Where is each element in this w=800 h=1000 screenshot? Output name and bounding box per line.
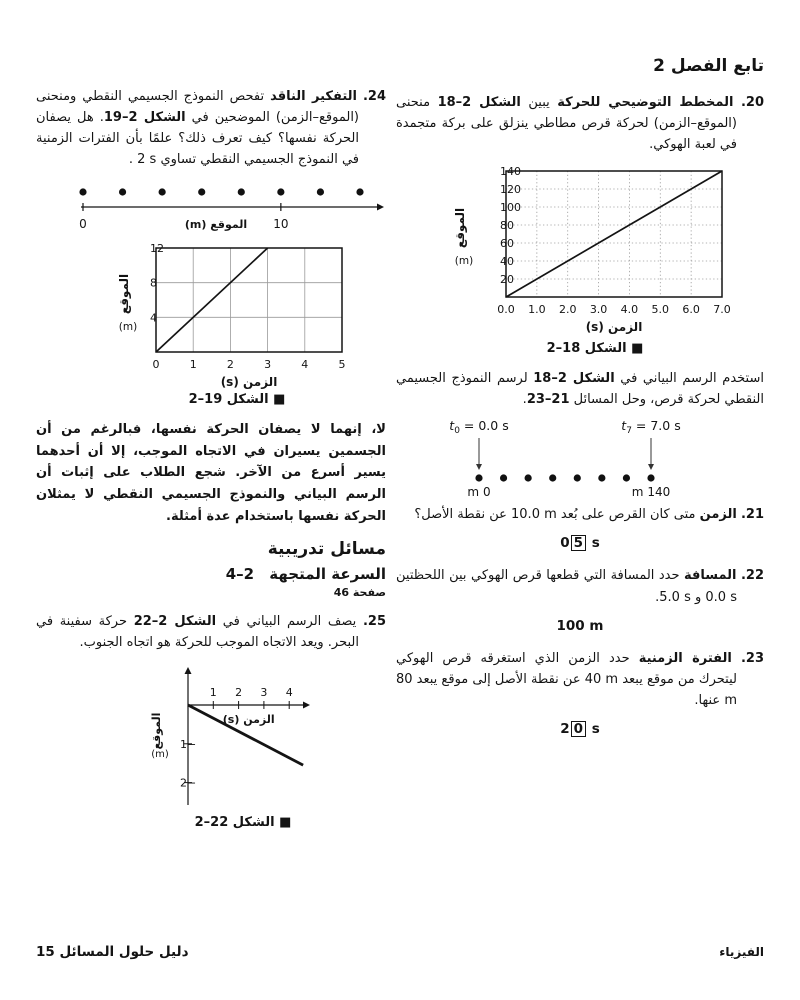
problem-22 <box>396 565 764 607</box>
svg-text:12: 12 <box>150 242 164 256</box>
svg-text:(m): (m) <box>151 749 169 761</box>
problem-22-number: 22. <box>740 568 764 584</box>
svg-text:0 m: 0 m <box>467 485 491 500</box>
figure-caption-label: الشكل <box>226 392 269 408</box>
problem-24-text: تفحص النموذج الجسيمي النقطي ومنحنى (الموقع–الزمن) الموضحين في <box>36 89 360 126</box>
section-heading-practice-problems: مسائل تدريبية <box>267 539 386 560</box>
decimal-box-glyph: 0 <box>571 721 586 737</box>
svg-text:−1: −1 <box>180 737 197 751</box>
page-footer <box>36 944 764 960</box>
figure-caption-label: الشكل <box>232 815 275 831</box>
instruction-text-2: لرسم النموذج الجسيمي النقطي لحركة قرص، وحل المسائل <box>396 371 764 408</box>
problem-21-lead: الزمن <box>699 507 737 523</box>
svg-text:4: 4 <box>150 311 157 325</box>
problem-23-lead: الفترة الزمنية <box>638 650 732 666</box>
problem-20-lead: المخطط التوضيحي للحركة <box>557 95 734 110</box>
problem-23-text-2: عن نقطة الأصل إلى موقع يبعد <box>412 671 585 687</box>
figure-caption-label: الشكل <box>584 341 627 357</box>
svg-text:الموقع (m): الموقع (m) <box>184 218 248 232</box>
decimal-box-glyph: 5 <box>571 535 586 551</box>
instruction-paragraph <box>396 368 764 410</box>
svg-text:5: 5 <box>338 358 346 372</box>
figure-2-22-reference: الشكل 2–22 <box>133 614 217 630</box>
svg-text:الزمن (s): الزمن (s) <box>585 320 643 335</box>
answer-23-digits: 2 <box>560 720 570 737</box>
svg-text:(m): (m) <box>118 321 138 334</box>
svg-text:الزمن (s): الزمن (s) <box>222 713 275 727</box>
right-column <box>396 56 764 751</box>
left-column <box>36 86 386 842</box>
figure-2-18-position-time-graph <box>434 165 764 339</box>
value-40-m: 40 m <box>584 671 619 687</box>
problem-25 <box>36 611 386 653</box>
svg-text:5.0: 5.0 <box>651 303 670 317</box>
problem-25-number: 25. <box>362 614 386 630</box>
section-page-reference: صفحة 46 <box>333 586 386 600</box>
figure-2-22-position-time-graph <box>56 663 386 813</box>
problem-23-number: 23. <box>740 650 765 666</box>
problem-20-number: 20. <box>740 95 764 110</box>
value-5-s: 5.0 s <box>659 589 691 605</box>
particle-model-number-line-2-19 <box>56 180 386 242</box>
figure-2-18-caption <box>396 341 764 356</box>
problem-24-text-2: . هل يصفان الحركة نفسها؟ كيف تعرف ذلك؟ علمًا بأن الفترات الزمنية في النموذج الجسيمي النقطي تساوي <box>36 110 359 168</box>
svg-text:1: 1 <box>209 686 217 700</box>
figure-2-18-reference-2: الشكل 2–18 <box>533 371 615 387</box>
value-10-m: 10.0 m <box>511 507 557 523</box>
problem-23-text: حدد الزمن الذي استغرقه قرص الهوكي ليتحرك من موقع يبعد <box>396 650 737 687</box>
svg-text:60: 60 <box>500 237 514 251</box>
problem-24-lead: التفكير الناقد <box>270 89 357 104</box>
problem-22-text: حدد المسافة التي قطعها قرص الهوكي بين اللحظتين <box>396 568 684 584</box>
answer-21 <box>396 535 764 551</box>
particle-model-diagram-2-18 <box>434 416 764 504</box>
svg-text:(m): (m) <box>454 255 474 268</box>
svg-text:20: 20 <box>500 273 514 287</box>
answer-24-text: لا، إنهما لا يصفان الحركة نفسها، فبالرغم من أن الجسمين يسيران في الاتجاه الموجب، إلا أن أحدهما يسير أسرع من الآخر. شجع الطلاب على إثبات أن الرسم البياني والنموذج الجسيمي النقطي لا يمثلان الحركة نفسها باستخدام عدة أمثلة. <box>36 422 386 524</box>
problem-22-lead: المسافة <box>683 568 737 584</box>
answer-22: 100 m <box>556 617 604 634</box>
svg-text:6.0: 6.0 <box>682 303 700 317</box>
problem-21-number: 21. <box>740 507 764 523</box>
svg-text:7.0: 7.0 <box>713 303 731 317</box>
figure-2-22-caption <box>36 815 386 830</box>
problem-range: 21–23 <box>526 392 570 408</box>
problem-25-text: يصف الرسم البياني في <box>216 614 357 630</box>
figure-marker-icon: ■ <box>631 341 644 357</box>
instruction-text: استخدم الرسم البياني في <box>614 371 764 387</box>
svg-text:−2: −2 <box>180 776 197 790</box>
problem-23 <box>396 648 764 711</box>
problem-20-text: يبين <box>520 95 558 110</box>
svg-text:0: 0 <box>152 358 160 372</box>
figure-caption-number: 2–19 <box>188 392 223 408</box>
value-2-s: 2 s <box>137 152 157 168</box>
problem-22-text-2: و <box>690 589 706 605</box>
svg-text:2: 2 <box>226 358 234 372</box>
svg-text:1: 1 <box>189 358 197 372</box>
svg-text:100: 100 <box>500 201 521 215</box>
answer-21-digits: 0 <box>560 535 570 552</box>
answer-23 <box>396 721 764 737</box>
svg-text:الزمن (s): الزمن (s) <box>220 375 278 390</box>
svg-text:4.0: 4.0 <box>620 303 639 317</box>
problem-21-text-2: عن نقطة الأصل؟ <box>414 507 512 523</box>
problem-25-text-2: حركة سفينة في البحر. ويعد الاتجاه الموجب للحركة هو اتجاه الجنوب. <box>36 614 359 651</box>
answer-21-unit: s <box>587 535 600 552</box>
svg-text:2.0: 2.0 <box>558 303 577 317</box>
figure-marker-icon: ■ <box>279 815 292 831</box>
problem-21-text: متى كان القرص على بُعد <box>556 507 700 523</box>
svg-text:الموقع: الموقع <box>453 208 467 249</box>
problem-24 <box>36 86 386 170</box>
svg-text:8: 8 <box>150 276 157 290</box>
svg-text:3.0: 3.0 <box>589 303 608 317</box>
svg-text:140 m: 140 m <box>631 485 671 500</box>
answer-23-unit: s <box>587 720 600 737</box>
instruction-text-3: . <box>522 392 527 408</box>
svg-text:140: 140 <box>500 165 521 179</box>
svg-text:10: 10 <box>273 217 289 232</box>
svg-text:الموقع: الموقع <box>117 274 131 315</box>
footer-manual-page: دليل حلول المسائل 15 <box>36 944 189 960</box>
svg-text:2: 2 <box>235 686 243 700</box>
figure-caption-number: 2–18 <box>546 341 581 357</box>
svg-text:4: 4 <box>285 686 293 700</box>
section-name: السرعة المتجهة <box>269 565 386 584</box>
problem-24-number: 24. <box>362 89 387 104</box>
svg-text:0: 0 <box>79 217 87 232</box>
value-80-m: 80 m <box>395 671 737 708</box>
svg-text:t0 = 0.0 s: $t_0 = 0.0$ s <box>449 418 509 437</box>
problem-20 <box>396 92 764 155</box>
svg-text:الموقع: الموقع <box>150 712 163 750</box>
svg-text:3: 3 <box>264 358 272 372</box>
section-number: 4–2 <box>225 565 255 584</box>
page-title: تابع الفصل 2 <box>653 56 764 76</box>
problem-22-text-3: . <box>655 589 660 605</box>
problem-20-text-2: منحنى (الموقع–الزمن) لحركة قرص مطاطي ينزلق على بركة متجمدة في لعبة الهوكي. <box>396 95 737 153</box>
figure-2-19-reference: الشكل 2–19 <box>103 110 186 126</box>
svg-text:120: 120 <box>500 183 521 197</box>
figure-2-19-caption <box>36 392 386 407</box>
section-subheading <box>36 565 386 583</box>
figure-2-18-reference: الشكل 2–18 <box>437 95 521 110</box>
svg-text:40: 40 <box>500 255 514 269</box>
figure-2-19-position-time-graph <box>56 242 386 390</box>
svg-text:1.0: 1.0 <box>528 303 546 317</box>
footer-book-title: الفيزياء <box>719 945 764 959</box>
problem-21 <box>396 504 764 525</box>
problem-24-text-3: . <box>128 152 138 168</box>
figure-caption-number: 2–22 <box>194 815 229 831</box>
svg-text:4: 4 <box>301 358 309 372</box>
value-0-s: 0.0 s <box>705 589 737 605</box>
problem-23-text-3: عنها. <box>694 692 725 708</box>
figure-marker-icon: ■ <box>273 392 286 408</box>
svg-text:3: 3 <box>260 686 268 700</box>
svg-text:0.0: 0.0 <box>497 303 515 317</box>
svg-text:t7 = 7.0 s: $t_7 = 7.0$ s <box>621 418 681 437</box>
svg-text:80: 80 <box>500 219 514 233</box>
